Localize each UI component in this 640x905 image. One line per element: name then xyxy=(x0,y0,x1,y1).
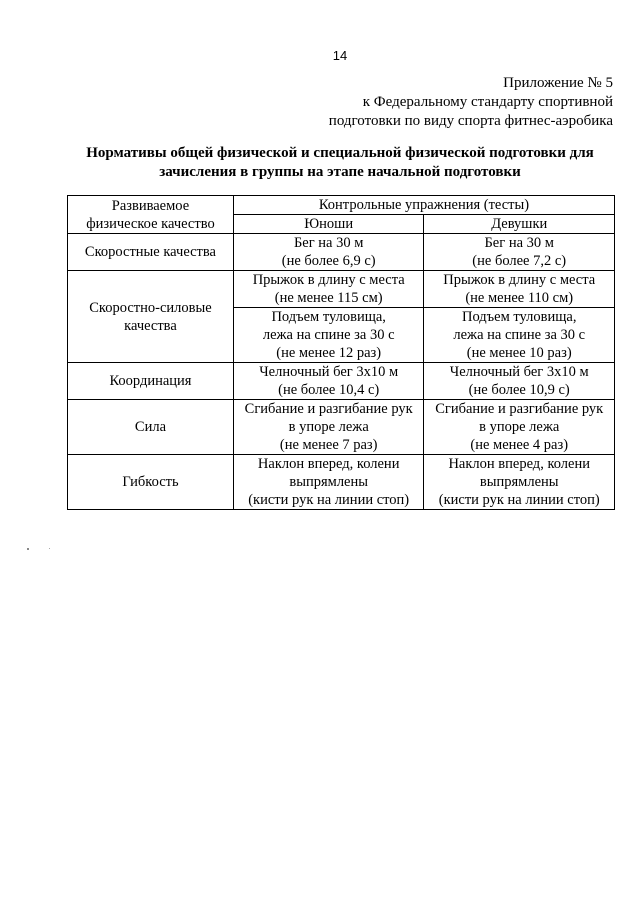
cell-line: (кисти рук на линии стоп) xyxy=(438,492,600,508)
boys-cell xyxy=(233,455,424,510)
table-row xyxy=(68,271,615,308)
document-title xyxy=(60,144,620,182)
girls-cell xyxy=(424,271,615,308)
girls-cell xyxy=(424,234,615,271)
cell-line: (не более 6,9 с) xyxy=(281,253,376,269)
appendix-heading xyxy=(329,74,613,131)
cell-line: Скоростно-силовые xyxy=(89,299,212,316)
quality-cell xyxy=(68,400,234,455)
cell-line: (не менее 10 раз) xyxy=(466,345,572,361)
cell-line: (не более 10,4 с) xyxy=(278,382,380,398)
scan-speck xyxy=(27,548,29,550)
cell-line: (не менее 12 раз) xyxy=(276,345,382,361)
header-quality xyxy=(68,196,234,234)
cell-line: (не менее 110 см) xyxy=(465,290,574,306)
cell-line: Гибкость xyxy=(122,474,179,490)
title-line: зачисления в группы на этапе начальной подготовки xyxy=(159,164,521,180)
cell-line: выпрямлены xyxy=(479,474,559,490)
boys-cell xyxy=(233,271,424,308)
boys-cell xyxy=(233,363,424,400)
table-row xyxy=(68,455,615,510)
appendix-line: подготовки по виду спорта фитнес-аэробика xyxy=(328,113,613,129)
cell-line: Челночный бег 3х10 м xyxy=(449,364,589,380)
cell-line: качества xyxy=(124,317,177,334)
quality-cell xyxy=(68,271,234,363)
header-boys: Юноши xyxy=(233,215,424,234)
cell-line: Сила xyxy=(134,419,167,435)
cell-line: Наклон вперед, колени xyxy=(448,456,590,472)
cell-line: Подъем туловища, xyxy=(271,309,386,325)
boys-cell xyxy=(233,400,424,455)
header-quality-line: физическое качество xyxy=(86,215,215,232)
girls-cell xyxy=(424,363,615,400)
appendix-line: к Федеральному стандарту спортивной xyxy=(362,94,613,110)
boys-cell xyxy=(233,234,424,271)
cell-line: Бег на 30 м xyxy=(484,235,554,251)
cell-line: лежа на спине за 30 с xyxy=(453,327,586,343)
cell-line: (не менее 7 раз) xyxy=(279,437,378,453)
girls-cell xyxy=(424,400,615,455)
cell-line: Прыжок в длину с места xyxy=(443,272,596,288)
cell-line: (не менее 115 см) xyxy=(274,290,383,306)
quality-cell xyxy=(68,234,234,271)
cell-line: (не менее 4 раз) xyxy=(470,437,569,453)
cell-line: лежа на спине за 30 с xyxy=(262,327,395,343)
cell-line: Прыжок в длину с места xyxy=(252,272,405,288)
standards-table xyxy=(67,195,615,510)
cell-line: Сгибание и разгибание рук xyxy=(244,401,413,417)
table-row xyxy=(68,400,615,455)
cell-line: в упоре лежа xyxy=(479,419,560,435)
appendix-line: Приложение № 5 xyxy=(503,75,613,91)
header-quality-line: Развиваемое xyxy=(111,197,190,214)
header-girls: Девушки xyxy=(424,215,615,234)
header-tests: Контрольные упражнения (тесты) xyxy=(233,196,614,215)
page-number: 14 xyxy=(332,48,348,63)
table-header-row xyxy=(68,196,615,215)
cell-line: Наклон вперед, колени xyxy=(257,456,400,472)
cell-line: (не более 7,2 с) xyxy=(472,253,567,269)
table-row xyxy=(68,363,615,400)
title-line: Нормативы общей физической и специальной физической подготовки для xyxy=(86,145,594,161)
boys-cell xyxy=(233,308,424,363)
cell-line: Сгибание и разгибание рук xyxy=(435,401,604,417)
quality-cell xyxy=(68,363,234,400)
cell-line: Координация xyxy=(109,373,192,389)
cell-line: Подъем туловища, xyxy=(461,309,577,325)
cell-line: выпрямлены xyxy=(289,474,368,490)
cell-line: Скоростные качества xyxy=(84,244,216,260)
cell-line: в упоре лежа xyxy=(288,419,369,435)
cell-line: (кисти рук на линии стоп) xyxy=(248,492,410,508)
cell-line: Челночный бег 3х10 м xyxy=(259,364,399,380)
cell-line: (не более 10,9 с) xyxy=(468,382,570,398)
cell-line: Бег на 30 м xyxy=(293,235,364,251)
girls-cell xyxy=(424,455,615,510)
scan-speck xyxy=(49,548,50,549)
table-row xyxy=(68,234,615,271)
girls-cell xyxy=(424,308,615,363)
quality-cell xyxy=(68,455,234,510)
